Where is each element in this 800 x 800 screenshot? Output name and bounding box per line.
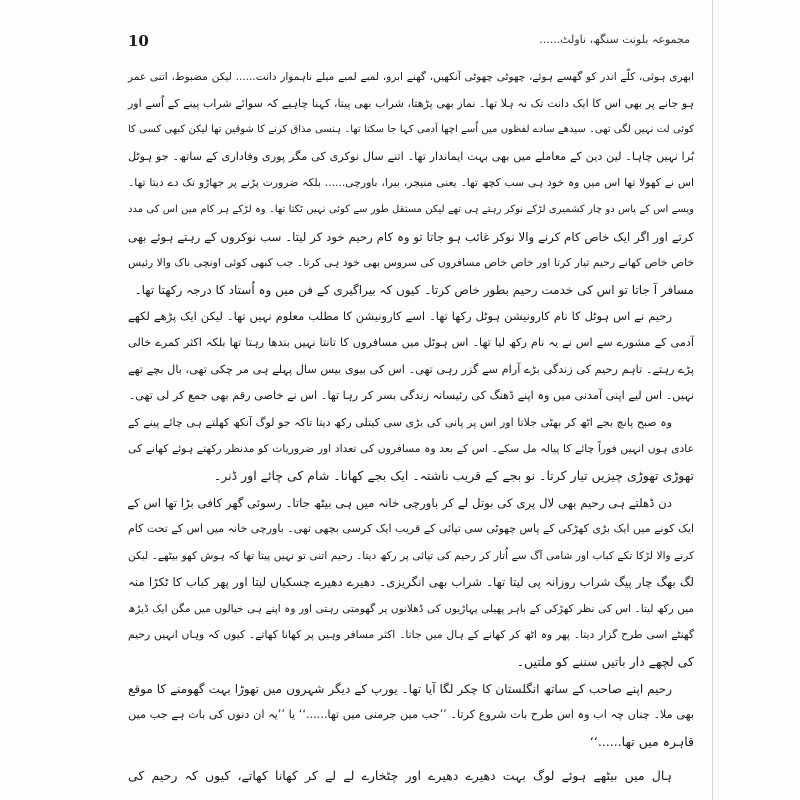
- text-line: ویسے اس کے پاس دو چار کشمیری لڑکے نوکر رہتے ہی تھے لیکن مستقل طور سے کوئی نہیں ٹکتا تھا۔ وہ لڑکے ہر کام میں اس کی مدد: [128, 203, 694, 215]
- text-line: وہ صبح پانچ بجے اٹھ کر بھٹی جلاتا اور اس پر پانی کی بڑی سی کیتلی رکھ دیتا تاکہ جو لوگ آنکھ کھلتے ہی چائے پینے کے: [128, 415, 672, 429]
- text-line: بھی ملا۔ چناں چہ اب وہ اس طرح بات شروع کرتا۔ ’’جب میں جرمنی میں تھا......‘‘ یا ’’یہ ان دنوں کی بات ہے جب میں: [128, 708, 694, 722]
- text-line: کرتے اور اگر ایک خاص کام کرنے والا نوکر غائب ہو جاتا تو وہ کام رحیم خود کر لیتا۔ سب نوکروں کے رہتے ہوئے بھی: [128, 229, 694, 244]
- text-line: لگ بھگ چار پیگ شراب روزانہ پی لیتا تھا۔ شراب بھی انگریزی۔ دھیرے دھیرے چسکیاں لیتا اور پھر کباب کا ٹکڑا منہ: [128, 575, 694, 590]
- text-line: رحیم اپنے صاحب کے ساتھ انگلستان کا چکر لگا آیا تھا۔ یورپ کے دیگر شہروں میں تھوڑا بہت گھومنے کا موقع: [128, 681, 672, 696]
- text-line: ہال میں بیٹھے ہوئے لوگ بہت دھیرے دھیرے اور چٹخارے لے لے کر کھانا کھاتے، کیوں کہ رحیم کی: [128, 768, 672, 784]
- running-head: مجموعہ بلونت سنگھ، ناولٹ......: [539, 33, 690, 46]
- text-line: میں رکھ لیتا۔ اس کی نظر کھڑکی کے باہر پھیلی پہاڑیوں کی ڈھلانوں پر گھومتی رہتی اور وہ اپنے ہی خیالوں میں مگن ایک ڈیڑھ: [128, 602, 694, 615]
- text-line: گھنٹے اسی طرح گزار دیتا۔ پھر وہ اٹھ کر کھانے کے ہال میں جاتا۔ اکثر مسافر وہیں پر کھانا کھاتے۔ کیوں کہ وہاں انہیں رحیم: [128, 628, 694, 642]
- text-line: عادی ہوں انہیں فوراً چائے کا پیالہ مل سکے۔ اس کے بعد وہ مسافروں کی تعداد اور ضروریات کو مدنظر رکھتے ہوئے کھانے کی: [128, 442, 694, 456]
- text-line: کی لچھے دار باتیں سننے کو ملتیں۔: [516, 654, 694, 670]
- text-line: قاہرہ میں تھا......‘‘: [589, 733, 694, 749]
- text-line: آدمی کے مشورے سے اس نے یہ نام رکھ لیا تھا۔ اس ہوٹل میں مسافروں کا تانتا نہیں بندھا رہتا تھا بلکہ اکثر کمرے خالی: [128, 335, 694, 349]
- text-line: دن ڈھلتے ہی رحیم بھی لال پری کی بوتل لے کر باورچی خانہ میں ہی بیٹھ جاتا۔ رسوئی گھر کافی بڑا تھا اس کے: [127, 495, 672, 510]
- text-line: رحیم نے اس ہوٹل کا نام کارونیشن ہوٹل رکھا تھا۔ اسے کارونیشن کا مطلب معلوم نہیں تھا۔ لیکن ایک پڑھے لکھے: [128, 309, 672, 324]
- text-line: تھوڑی تھوڑی چیزیں تیار کرتا۔ نو بجے کے قریب ناشتہ۔ ایک بجے کھانا۔ شام کی چائے اور ڈنر۔: [213, 467, 694, 483]
- text-line: ابھری ہوئی، کلّے اندر کو گھسے ہوئے، چھوٹی چھوٹی آنکھیں، گھنے ابرو، لمبے لمبے میلے ناہموار دانت...... لیکن مضبوط، اتنی عمر: [128, 71, 694, 83]
- text-line: ایک کونے میں ایک بڑی کھڑکی کے پاس چھوٹی سی تپائی کے قریب ایک کرسی بچھی تھی۔ باورچی خانہ میں اس کے تحت کام: [128, 522, 694, 536]
- text-line: ہو جانے پر بھی اس کا ایک دانت تک نہ ہلا تھا۔ نماز بھی پڑھتا، شراب بھی پیتا، کہنا چاہیے کہ سوائے شراب پینے کے اُسے اور: [128, 96, 694, 110]
- page-number: 10: [128, 32, 149, 50]
- text-line: نہیں۔ اس لیے اپنی آمدنی میں وہ اپنے ڈھنگ کی رئیسانہ زندگی بسر کر رہا تھا۔ اس نے خاصی رقم بھی جمع کر لی تھی۔: [128, 389, 694, 403]
- text-line: کوئی لت نہیں لگی تھی۔ سیدھے سادے لفظوں میں اُسے اچھا آدمی کہا جا سکتا تھا۔ ہنسی مذاق کرنے کا شوقین تھا لیکن کبھی کسی کا: [128, 124, 694, 136]
- paragraph-gap: [128, 755, 694, 763]
- text-line: اس نے کھولا تھا اس میں وہ خود ہی سب کچھ تھا۔ یعنی منیجر، بیرا، باورچی...... بلکہ ضرورت پڑنے پر جھاڑو تک دے دیتا تھا۔: [128, 176, 694, 190]
- body-text: [128, 64, 694, 790]
- text-line: مسافر آ جاتا تو اس کی خدمت رحیم بطور خاص کرتا۔ کیوں کہ بیراگیری کے فن میں وہ اُستاد کا درجہ رکھتا تھا۔: [134, 282, 694, 297]
- text-line: خاص خاص کھانے رحیم تیار کرتا اور خاص خاص مسافروں کی سروس بھی خود ہی کرتا۔ جب کبھی کوئی اونچی ناک والا رئیس: [128, 256, 694, 270]
- text-line: پڑے رہتے۔ تاہم رحیم کی زندگی بڑے آرام سے گزر رہی تھی۔ اس کی بیوی بیس سال پہلے ہی مر چکی تھی، بال بچے تھے: [128, 362, 694, 376]
- page-edge-divider: [712, 0, 713, 800]
- text-line: بُرا نہیں چاہا۔ لین دین کے معاملے میں بھی بہت ایماندار تھا۔ اتنے سال نوکری کی مگر پوری وفاداری کے ساتھ۔ جو ہوٹل: [128, 149, 694, 163]
- text-line: کرنے والا لڑکا تکے کباب اور شامی آگ سے اُتار کر رحیم کی تپائی پر رکھ دیتا۔ رحیم اتنی تو نہیں پیتا تھا کہ ہوش کھو بیٹھے۔ لیکن: [128, 549, 694, 562]
